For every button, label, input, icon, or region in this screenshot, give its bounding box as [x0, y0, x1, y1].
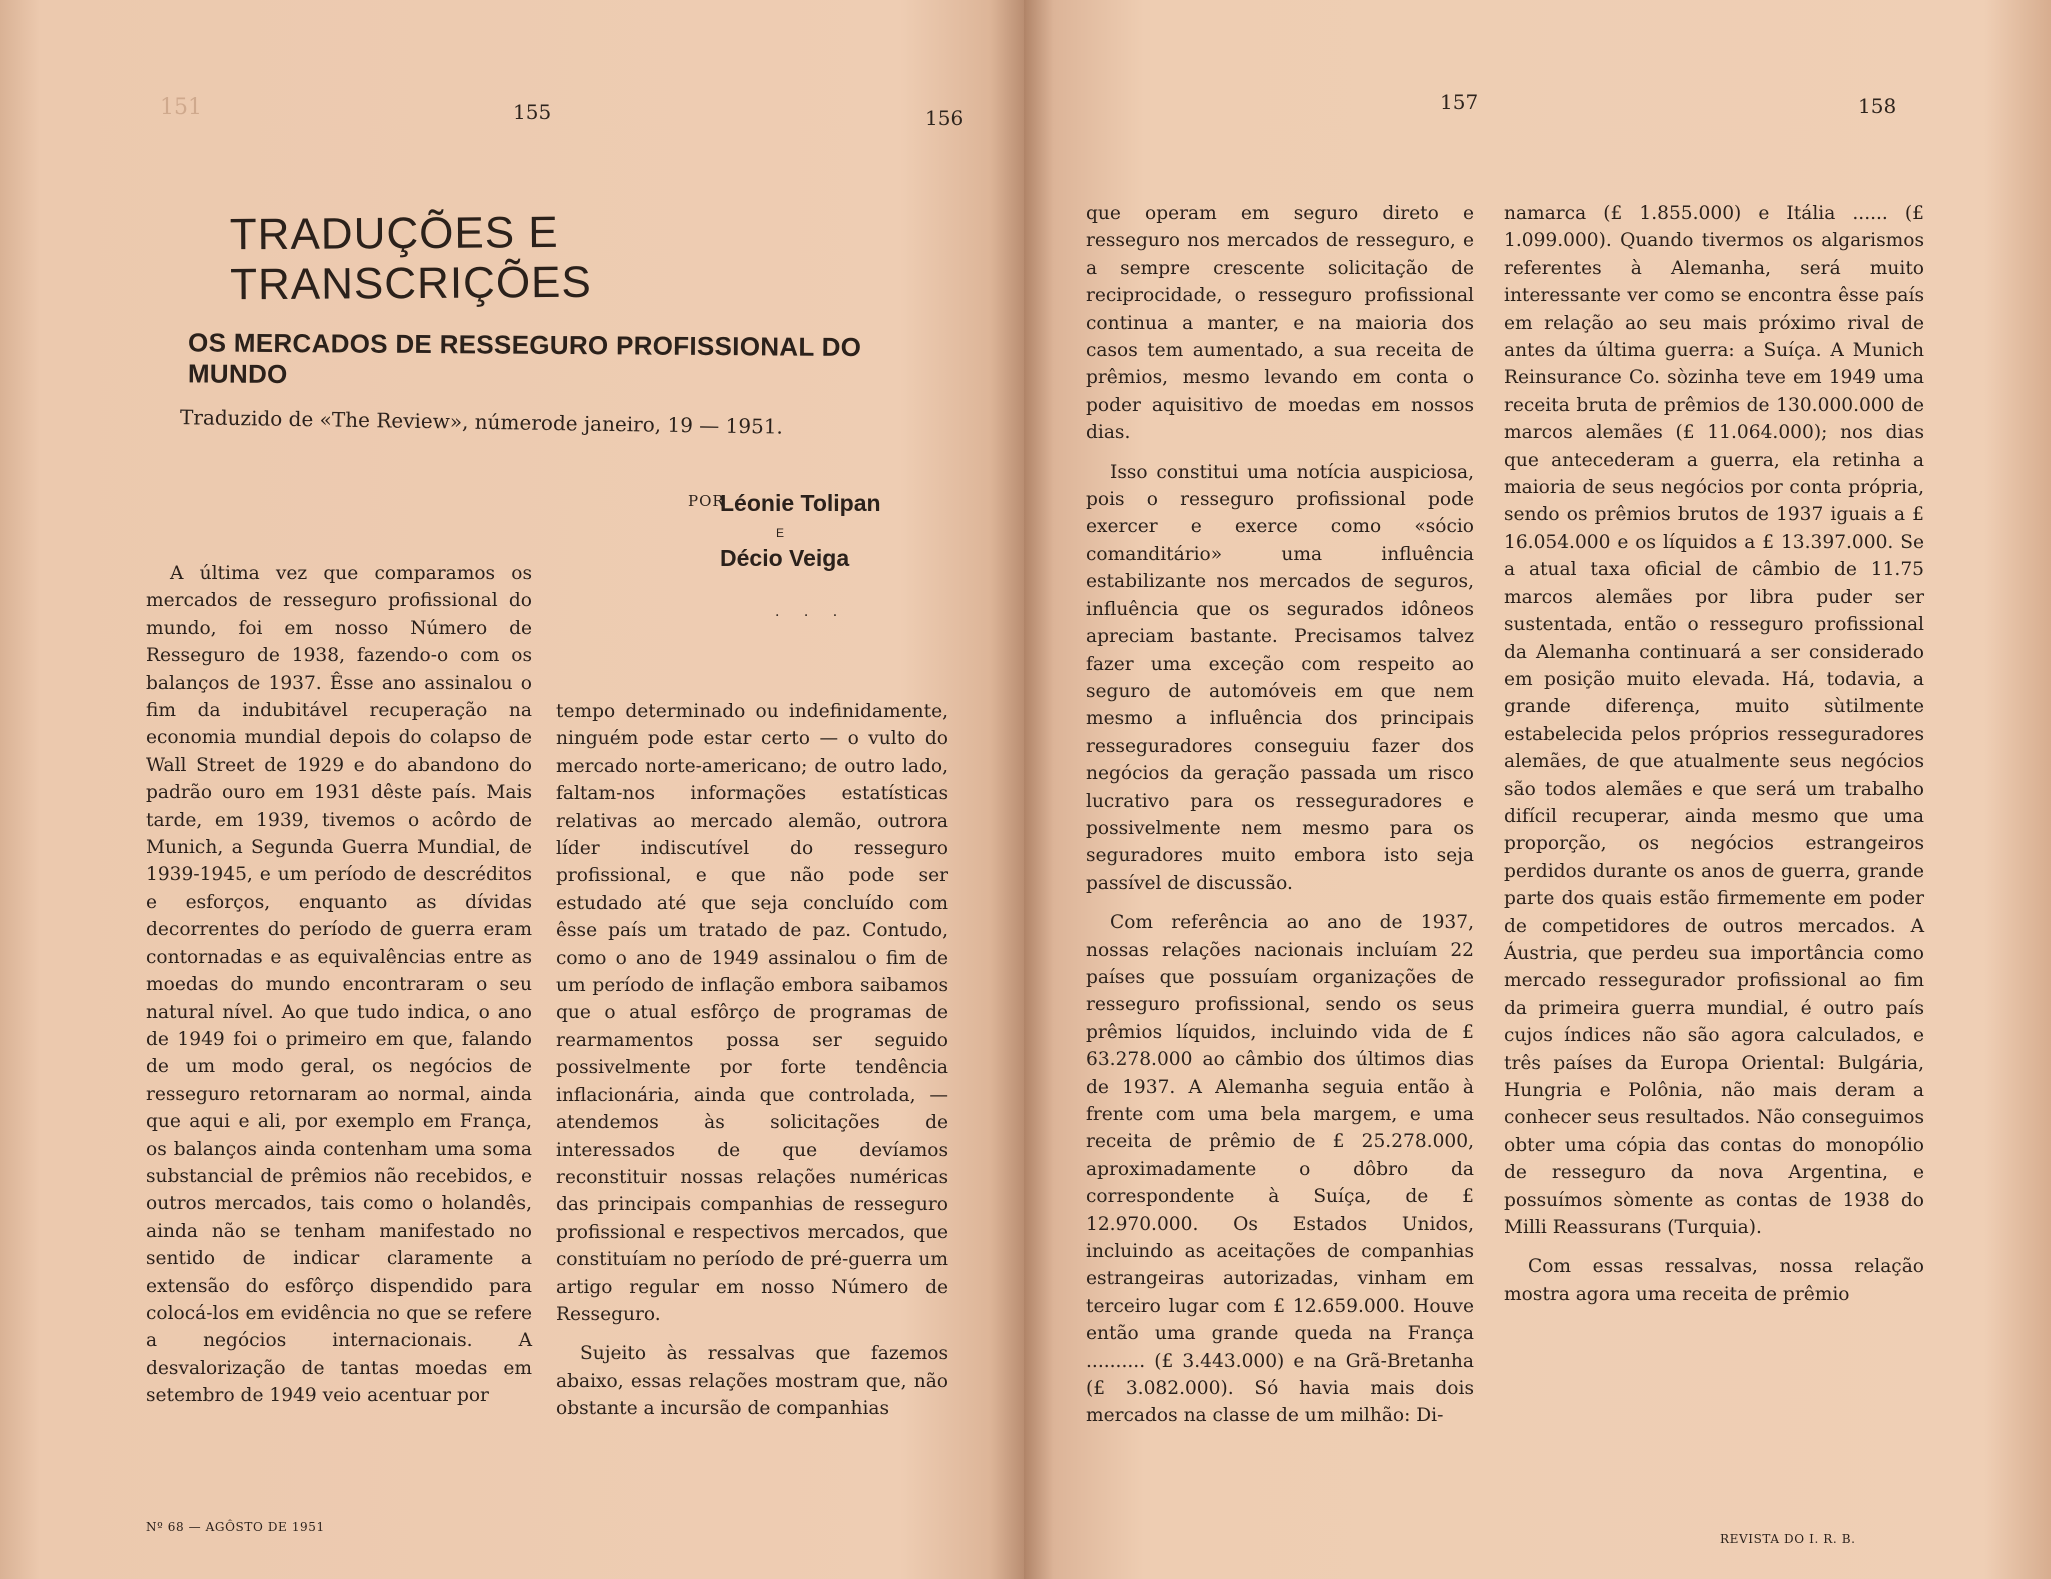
column-1 — [146, 560, 532, 1410]
paragraph: A última vez que comparamos os mercados de resseguro profissional do mundo, foi em nosso Número de Resseguro de 1938, fazendo-o com os balanços de 1937. Êsse ano assinalou o fim da indubitável recuperação na economia mundial depois do colapso de Wall Street de 1929 e do abandono do padrão ouro em 1931 dêste país. Mais tarde, em 1939, tivemos o acôrdo de Munich, a Segunda Guerra Mundial, de 1939-1945, e um período de descréditos e esforços, enquanto as dívidas decorrentes do período de guerra eram contornadas e as equivalências entre as moedas do mundo encontraram o seu natural nível. Ao que tudo indica, o ano de 1949 foi o primeiro em que, falando de um modo geral, os negócios de resseguro retornaram ao normal, ainda que aqui e ali, por exemplo em França, os balanços ainda contenham uma soma substancial de prêmios não recebidos, e outros mercados, tais como o holandês, ainda não se tenham manifestado no sentido de indicar claramente a extensão do esfôrço dispendido para colocá-los em evidência no que se refere a negócios internacionais. A desvalorização de tantas moedas em setembro de 1949 veio acentuar por — [146, 563, 532, 1407]
right-page — [1024, 0, 2051, 1579]
author-2: Décio Veiga — [720, 545, 850, 571]
page-number-157: 157 — [1440, 90, 1479, 114]
page-number-156: 156 — [925, 106, 964, 130]
column-3 — [1086, 200, 1474, 1430]
bleed-through-page-number: 151 — [160, 95, 202, 120]
column-2 — [556, 698, 948, 1423]
byline-prefix: POR — [688, 492, 725, 510]
left-page — [0, 0, 1024, 1579]
paragraph: tempo determinado ou indefinidamente, ninguém pode estar certo — o vulto do mercado norte-americano; de outro lado, faltam-nos informações estatísticas relativas ao mercado alemão, outrora líder indiscutível do resseguro profissional, e que não pode ser estudado até que seja concluído com êsse país um tratado de paz. Contudo, como o ano de 1949 assinalou o fim de um período de inflação embora saibamos que o atual esfôrço de programas de rearmamentos possa ser seguido possivelmente por forte tendência inflacionária, ainda que controlada, — atendemos às solicitações de interessados de que devíamos reconstituir nossas relações numéricas das principais companhias de resseguro profissional e respectivos mercados, que constituíam no período de pré-guerra um artigo regular em nosso Número de Resseguro. — [556, 701, 948, 1325]
page-number-155: 155 — [513, 100, 552, 124]
paragraph: Sujeito às ressalvas que fazemos abaixo, essas relações mostram que, não obstante a incursão de companhias — [556, 1343, 948, 1420]
author-conjunction: E — [776, 526, 785, 540]
page-number-158: 158 — [1858, 94, 1897, 118]
footer-issue: Nº 68 — AGÔSTO DE 1951 — [146, 1520, 325, 1534]
paragraph: Com essas ressalvas, nossa relação mostra agora uma receita de prêmio — [1504, 1256, 1924, 1305]
paragraph: namarca (£ 1.855.000) e Itália ...... (£ 1.099.000). Quando tivermos os algarismos referentes à Alemanha, será muito interessante ver como se encontra êsse país em relação ao seu mais próximo rival de antes da última guerra: a Suíça. A Munich Reinsurance Co. sòzinha teve em 1949 uma receita bruta de prêmios de 130.000.000 de marcos alemães (£ 11.064.000); nos dias que antecederam a guerra, ela retinha a maioria de seus negócios por conta própria, sendo os prêmios brutos de 1937 iguais a £ 16.054.000 e os líquidos a £ 13.397.000. Se a atual taxa oficial de câmbio de 11.75 marcos alemães por libra puder ser sustentada, então o resseguro profissional da Alemanha continuará a ser considerado em posição muito elevada. Há, todavia, a grande diferença, muito sùtilmente estabelecida pelos próprios resseguradores alemães, de que atualmente seus negócios são todos alemães e que será um trabalho difícil recuperar, ainda mesmo que uma proporção, os negócios estrangeiros perdidos durante os anos de guerra, grande parte dos quais estão firmemente em poder de competidores de outros mercados. A Áustria, que perdeu sua importância como mercado ressegurador profissional ao fim da primeira guerra mundial, é outro país cujos índices não são agora calculados, e três países da Europa Oriental: Bulgária, Hungria e Polônia, não mais deram a conhecer seus resultados. Não conseguimos obter uma cópia das contas do monopólio de resseguro da nova Argentina, e possuímos sòmente as contas de 1938 do Milli Reassurans (Turquia). — [1504, 203, 1924, 1239]
article-title: OS MERCADOS DE RESSEGURO PROFISSIONAL DO MUNDO — [187, 327, 862, 390]
separator-dots: · · · — [775, 608, 848, 624]
paragraph: Com referência ao ano de 1937, nossas relações nacionais incluíam 22 países que possuíam organizações de resseguro profissional, sendo os seus prêmios líquidos, incluindo vida de £ 63.278.000 ao câmbio dos últimos dias de 1937. A Alemanha seguia então à frente com uma bela margem, e uma receita de prêmio de £ 25.278.000, aproximadamente o dôbro da correspondente à Suíça, de £ 12.970.000. Os Estados Unidos, incluindo as aceitações de companhias estrangeiras autorizadas, vinham em terceiro lugar com £ 12.659.000. Houve então uma grande queda na França .......... (£ 3.443.000) e na Grã-Bretanha (£ 3.082.000). Só havia mais dois mercados na classe de um milhão: Di- — [1086, 912, 1474, 1427]
source-note: Traduzido de «The Review», númerode janeiro, 19 — 1951. — [179, 405, 784, 439]
paragraph: Isso constitui uma notícia auspiciosa, pois o resseguro profissional pode exercer e exerce como «sócio comanditário» uma influência estabilizante nos mercados de seguros, influência que os segurados idôneos apreciam bastante. Precisamos talvez fazer uma exceção com respeito ao seguro de automóveis em que nem mesmo a influência dos principais resseguradores conseguiu fazer dos negócios da geração passada um risco lucrativo para os resseguradores e possivelmente nem mesmo para os seguradores muito embora isto seja passível de discussão. — [1086, 461, 1474, 894]
footer-journal: REVISTA DO I. R. B. — [1720, 1532, 1856, 1546]
column-4 — [1504, 200, 1924, 1308]
section-title: TRADUÇÕES E TRANSCRIÇÕES — [229, 207, 592, 310]
author-1: Léonie Tolipan — [720, 490, 881, 516]
paragraph: que operam em seguro direto e resseguro nos mercados de resseguro, e a sempre crescente solicitação de reciprocidade, o resseguro profissional continua a manter, e na maioria dos casos tem aumentado, a sua receita de prêmios, mesmo levando em conta o poder aquisitivo de moedas em nossos dias. — [1086, 203, 1474, 444]
